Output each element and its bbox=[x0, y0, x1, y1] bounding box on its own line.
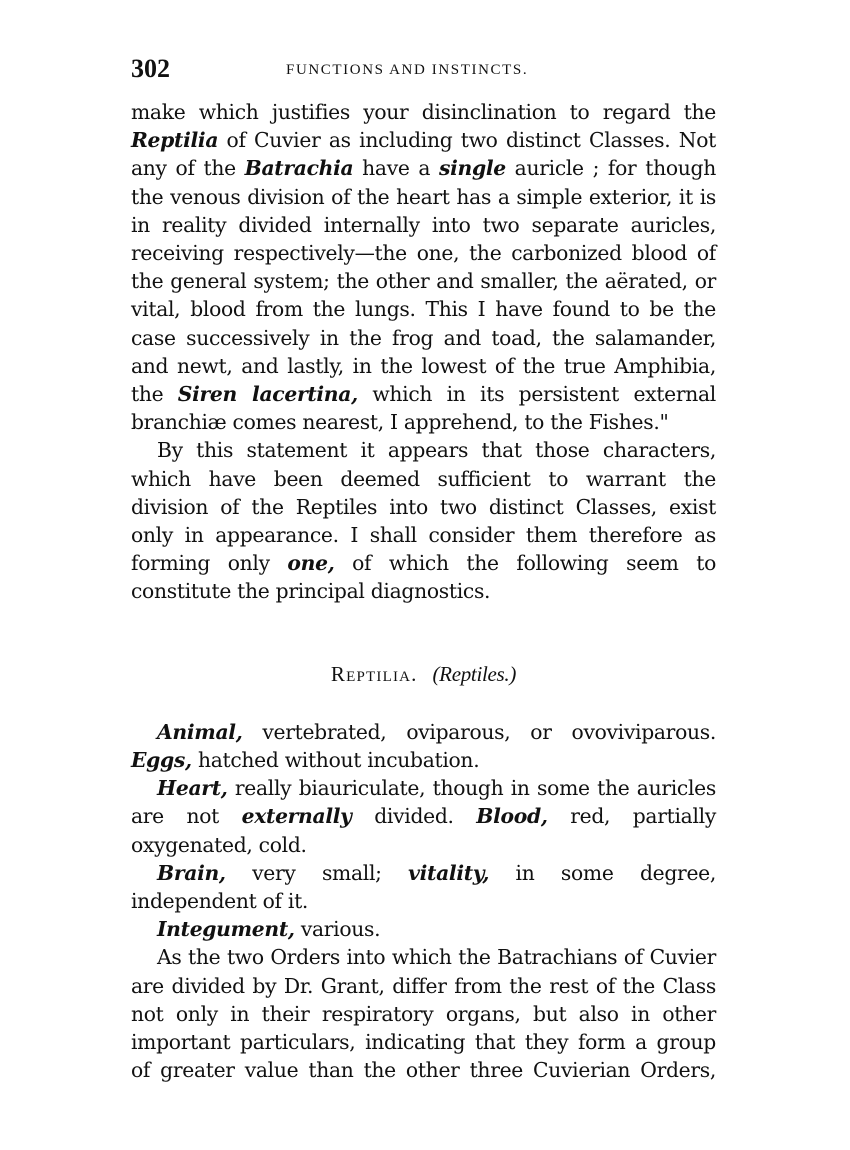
term-heart: Heart, bbox=[157, 776, 228, 801]
term-integument: Integument, bbox=[157, 917, 295, 942]
diagnostic-brain: Brain, very small; vitality, in some degree, independent of it. bbox=[131, 860, 717, 914]
diagnostic-heart: Heart, really biauriculate, though in some the auricles are not externally divided. Blood, red, partially oxygenated, cold. bbox=[131, 776, 716, 857]
section-subtitle: (Reptiles.) bbox=[432, 661, 517, 686]
term-reptilia: Reptilia bbox=[131, 128, 219, 153]
term-blood: Blood, bbox=[476, 804, 548, 829]
section-heading bbox=[131, 660, 716, 688]
paragraph-quote-continuation: make which justifies your disinclination to regard the Reptilia of Cuvier as including two distinct Classes. Not any of the Batrachia have a single auricle ; for though the venous division of the heart has a simple exterior, it is in reality divided internally into two separate auricles, receiving respectively—the one, the carbonized blood of the general system; the other and smaller, the aërated, or vital, blood from the lungs. This I have found to be the case successively in the frog and toad, the salamander, and newt, and lastly, in the lowest of the true Amphibia, the Siren lacertina, which in its persistent external branchiæ comes nearest, I apprehend, to the Fishes." bbox=[131, 100, 716, 435]
diagnostic-animal: Animal, vertebrated, oviparous, or ovoviviparous. Eggs, hatched without incubation. bbox=[131, 719, 716, 773]
paragraph-statement: By this statement it appears that those characters, which have been deemed sufficient to warrant the division of the Reptiles into two distinct Classes, exist only in appearance. I shall consider them therefore as forming only one, of which the following seem to constitute the principal diagnostics. bbox=[131, 438, 716, 604]
running-head: FUNCTIONS AND INSTINCTS. bbox=[286, 62, 529, 78]
term-batrachia: Batrachia bbox=[244, 156, 354, 181]
page-body bbox=[131, 98, 716, 1085]
diagnostics-list bbox=[131, 718, 716, 944]
page-header bbox=[131, 54, 716, 88]
term-eggs: Eggs, bbox=[131, 748, 192, 773]
term-externally: externally bbox=[241, 804, 352, 829]
section-title: Reptilia. bbox=[330, 661, 418, 686]
term-vitality: vitality, bbox=[408, 860, 490, 885]
paragraph-orders: As the two Orders into which the Batrachians of Cuvier are divided by Dr. Grant, differ from the rest of the Class not only in their respiratory organs, but also in other important particulars, indicating that they form a group of greater value than the other three Cuvierian Orders, bbox=[131, 945, 716, 1083]
term-one: one, bbox=[287, 551, 335, 576]
term-animal: Animal, bbox=[157, 719, 243, 744]
page-number: 302 bbox=[131, 54, 170, 83]
diagnostic-integument: Integument, various. bbox=[157, 917, 381, 942]
term-brain: Brain, bbox=[157, 860, 226, 885]
term-siren-lacertina: Siren lacertina, bbox=[177, 382, 358, 407]
term-single: single bbox=[439, 156, 506, 181]
